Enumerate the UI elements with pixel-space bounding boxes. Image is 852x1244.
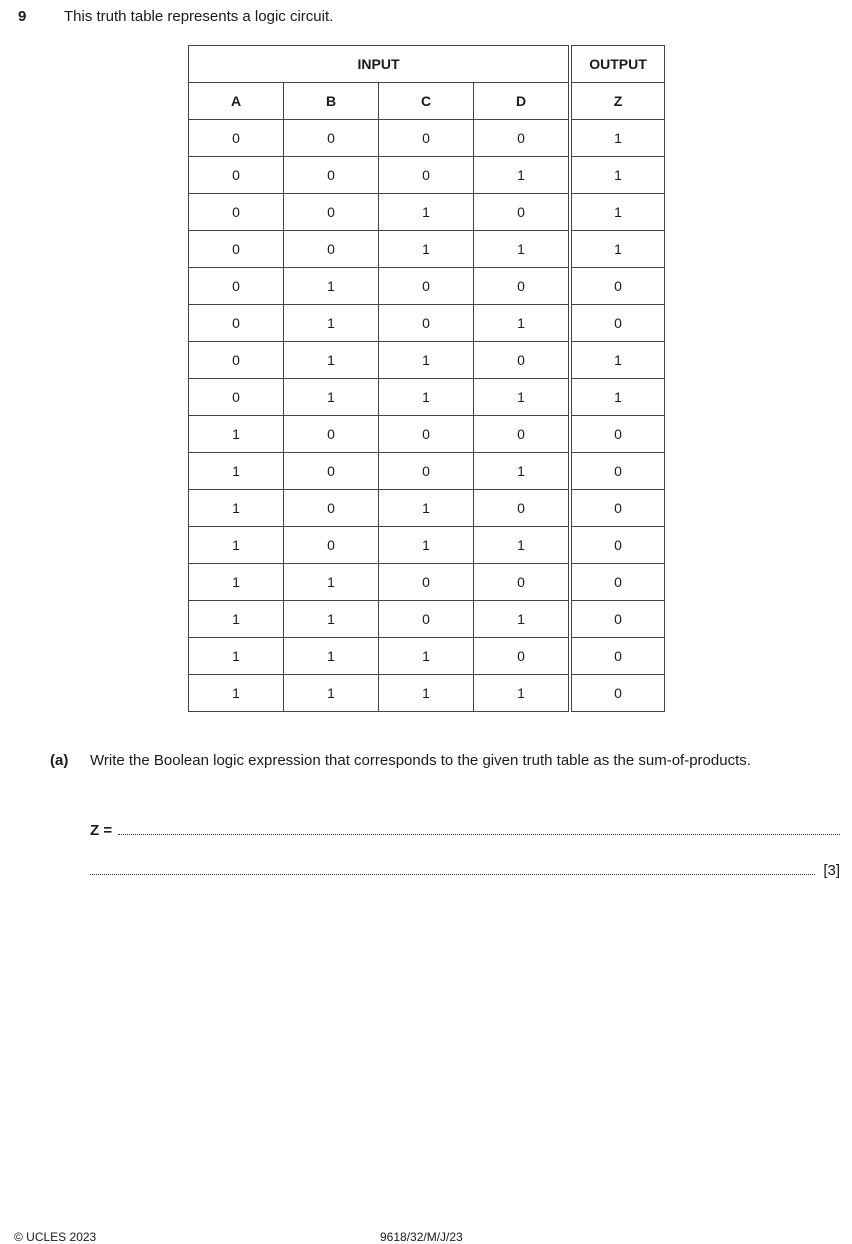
input-cell: 1 [474, 527, 571, 564]
answer-dots-1[interactable] [118, 822, 840, 835]
table-row [189, 527, 665, 564]
table-row [189, 601, 665, 638]
input-cell: 0 [284, 120, 379, 157]
output-header: OUTPUT [570, 46, 665, 83]
output-cell: 1 [570, 379, 665, 416]
input-cell: 0 [284, 157, 379, 194]
input-cell: 1 [189, 638, 284, 675]
table-row [189, 675, 665, 712]
input-cell: 1 [189, 416, 284, 453]
input-cell: 1 [189, 675, 284, 712]
output-cell: 0 [570, 416, 665, 453]
input-cell: 1 [474, 453, 571, 490]
input-cell: 0 [189, 268, 284, 305]
input-cell: 0 [474, 416, 571, 453]
input-cell: 1 [474, 675, 571, 712]
input-cell: 0 [474, 490, 571, 527]
input-cell: 1 [284, 564, 379, 601]
output-cell: 0 [570, 601, 665, 638]
input-cell: 0 [284, 416, 379, 453]
part-a-text: Write the Boolean logic expression that corresponds to the given truth table as the sum-of-products. [90, 752, 751, 769]
input-cell: 1 [474, 305, 571, 342]
input-header: INPUT [189, 46, 571, 83]
input-cell: 1 [189, 453, 284, 490]
marks-label: [3] [823, 862, 840, 879]
input-cell: 1 [284, 675, 379, 712]
input-cell: 0 [379, 601, 474, 638]
table-row [189, 194, 665, 231]
input-cell: 1 [189, 490, 284, 527]
input-cell: 1 [284, 342, 379, 379]
output-cell: 1 [570, 157, 665, 194]
input-cell: 0 [284, 453, 379, 490]
input-cell: 1 [189, 564, 284, 601]
column-header-c: C [379, 83, 474, 120]
input-cell: 1 [379, 490, 474, 527]
output-cell: 0 [570, 490, 665, 527]
table-row [189, 416, 665, 453]
input-cell: 0 [284, 231, 379, 268]
input-cell: 0 [189, 379, 284, 416]
input-cell: 1 [379, 231, 474, 268]
table-group-header-row [189, 46, 665, 83]
input-cell: 1 [379, 342, 474, 379]
table-column-header-row [189, 83, 665, 120]
column-header-b: B [284, 83, 379, 120]
table-row [189, 453, 665, 490]
input-cell: 1 [284, 305, 379, 342]
output-cell: 0 [570, 527, 665, 564]
footer-code: 9618/32/M/J/23 [380, 1230, 463, 1244]
table-row [189, 342, 665, 379]
output-cell: 1 [570, 231, 665, 268]
output-cell: 0 [570, 453, 665, 490]
input-cell: 0 [379, 305, 474, 342]
input-cell: 0 [284, 194, 379, 231]
input-cell: 0 [474, 120, 571, 157]
footer-copyright: © UCLES 2023 [14, 1230, 97, 1244]
answer-line-1[interactable] [90, 822, 840, 839]
truth-table-body [189, 120, 665, 712]
input-cell: 0 [474, 194, 571, 231]
table-row [189, 490, 665, 527]
part-a-label: (a) [50, 752, 69, 769]
input-cell: 1 [284, 379, 379, 416]
input-cell: 0 [474, 564, 571, 601]
input-cell: 1 [284, 601, 379, 638]
input-cell: 0 [379, 157, 474, 194]
input-cell: 0 [189, 342, 284, 379]
input-cell: 1 [189, 601, 284, 638]
input-cell: 1 [284, 268, 379, 305]
column-header-z: Z [570, 83, 665, 120]
input-cell: 0 [379, 120, 474, 157]
input-cell: 0 [189, 194, 284, 231]
input-cell: 1 [379, 638, 474, 675]
input-cell: 0 [474, 342, 571, 379]
table-row [189, 231, 665, 268]
answer-dots-2[interactable] [90, 862, 815, 875]
input-cell: 0 [379, 453, 474, 490]
input-cell: 1 [474, 601, 571, 638]
input-cell: 0 [379, 268, 474, 305]
input-cell: 1 [474, 231, 571, 268]
input-cell: 0 [189, 120, 284, 157]
output-cell: 0 [570, 305, 665, 342]
input-cell: 0 [189, 157, 284, 194]
output-cell: 0 [570, 564, 665, 601]
input-cell: 1 [379, 194, 474, 231]
table-row [189, 564, 665, 601]
output-cell: 1 [570, 194, 665, 231]
input-cell: 0 [189, 231, 284, 268]
answer-line-2[interactable] [90, 862, 840, 879]
input-cell: 1 [189, 527, 284, 564]
output-cell: 1 [570, 342, 665, 379]
question-number: 9 [18, 8, 27, 25]
table-row [189, 157, 665, 194]
input-cell: 0 [379, 564, 474, 601]
input-cell: 1 [474, 379, 571, 416]
input-cell: 0 [189, 305, 284, 342]
output-cell: 0 [570, 268, 665, 305]
input-cell: 1 [379, 379, 474, 416]
table-row [189, 120, 665, 157]
input-cell: 0 [474, 638, 571, 675]
column-header-a: A [189, 83, 284, 120]
input-cell: 1 [284, 638, 379, 675]
input-cell: 1 [379, 675, 474, 712]
table-row [189, 268, 665, 305]
table-row [189, 305, 665, 342]
table-row [189, 638, 665, 675]
input-cell: 0 [284, 527, 379, 564]
question-stem: This truth table represents a logic circuit. [64, 8, 334, 25]
input-cell: 0 [284, 490, 379, 527]
input-cell: 1 [474, 157, 571, 194]
truth-table [188, 45, 665, 712]
output-cell: 0 [570, 638, 665, 675]
output-cell: 1 [570, 120, 665, 157]
answer-label: Z = [90, 822, 113, 839]
output-cell: 0 [570, 675, 665, 712]
column-header-d: D [474, 83, 571, 120]
input-cell: 1 [379, 527, 474, 564]
table-row [189, 379, 665, 416]
input-cell: 0 [474, 268, 571, 305]
input-cell: 0 [379, 416, 474, 453]
